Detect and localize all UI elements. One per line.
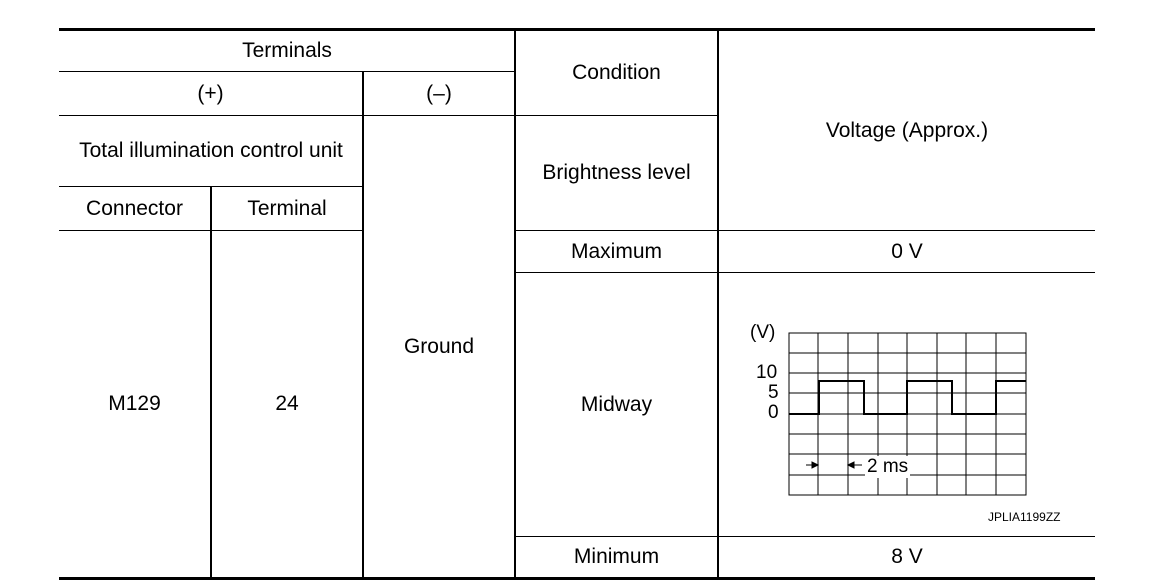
terminal-header: Terminal: [247, 196, 327, 220]
connector-value: M129: [108, 392, 161, 415]
waveform-y-unit: (V): [750, 322, 776, 343]
minus-header: (–): [426, 81, 452, 105]
time-division-label: 2 ms: [867, 456, 909, 477]
waveform-tick-10: 10: [756, 362, 778, 383]
time-division-arrows: [806, 462, 862, 468]
condition-header: Condition: [572, 61, 661, 84]
figure-code: JPLIA1199ZZ: [988, 510, 1061, 524]
waveform-tick-0: 0: [768, 402, 779, 423]
voltage-minimum: 8 V: [891, 545, 923, 568]
table-bottom-border: [59, 577, 1095, 580]
terminal-value: 24: [275, 392, 299, 415]
ground-value: Ground: [403, 334, 475, 358]
waveform-tick-5: 5: [768, 382, 779, 403]
terminals-header: Terminals: [242, 39, 332, 62]
condition-minimum: Minimum: [573, 545, 660, 568]
connector-header: Connector: [86, 196, 183, 220]
voltage-header: Voltage (Approx.): [825, 118, 989, 142]
waveform-trace: [789, 381, 1026, 414]
condition-midway: Midway: [580, 392, 653, 416]
plus-header: (+): [197, 81, 224, 105]
voltage-maximum: 0 V: [891, 239, 923, 263]
brightness-header: Brightness level: [542, 161, 691, 184]
condition-maximum: Maximum: [570, 239, 662, 263]
unit-name: Total illumination control unit: [79, 139, 343, 162]
